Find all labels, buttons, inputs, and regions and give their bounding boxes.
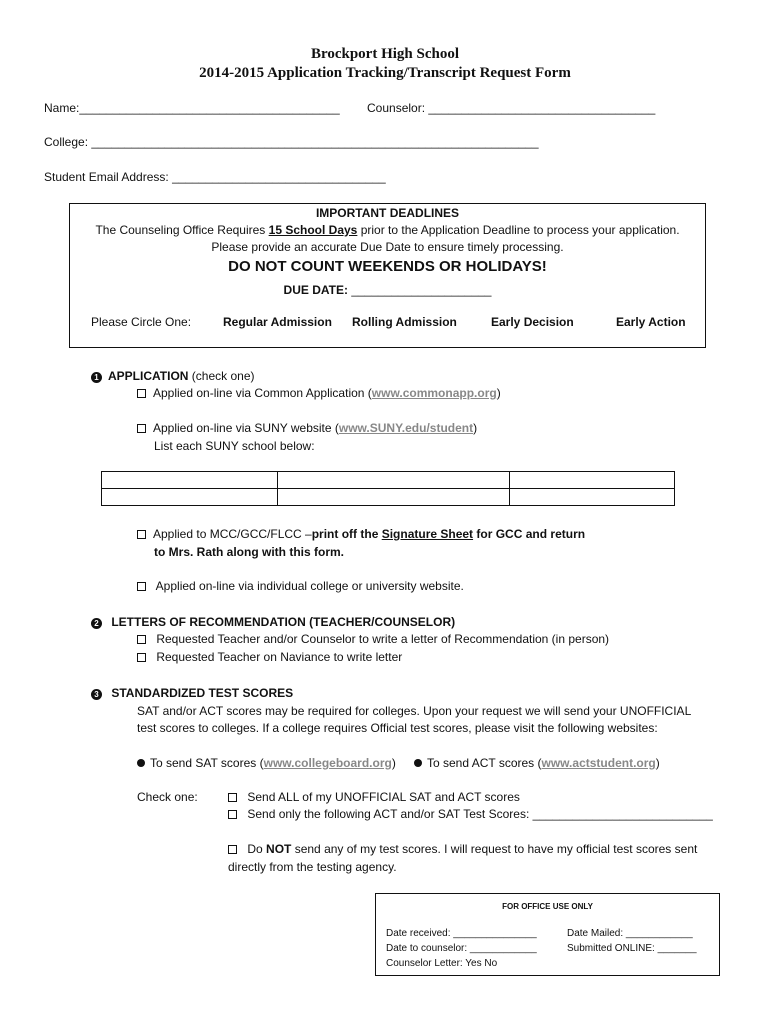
mcc-text: Applied to MCC/GCC/FLCC – bbox=[153, 527, 312, 541]
deadlines-line2: Please provide an accurate Due Date to ensure timely processing. bbox=[211, 240, 564, 254]
common-app-text: Applied on-line via Common Application ( bbox=[153, 386, 372, 400]
sat-close: ) bbox=[391, 756, 396, 770]
office-submitted-online: Submitted ONLINE: _______ bbox=[567, 943, 697, 954]
suny-text: Applied on-line via SUNY website ( bbox=[153, 421, 339, 435]
test-option-only[interactable] bbox=[228, 807, 713, 821]
college-blank[interactable]: ___________________________________________________________________ bbox=[91, 135, 539, 149]
common-app-close: ) bbox=[496, 386, 501, 400]
deadlines-line1-pre: The Counseling Office Requires bbox=[95, 223, 269, 237]
test-option-none-post: send any of my test scores. I will request to have my official test scores sent bbox=[291, 842, 698, 856]
bullet-icon bbox=[137, 759, 145, 767]
name-field[interactable] bbox=[44, 101, 340, 115]
checkbox-icon[interactable] bbox=[228, 810, 237, 819]
counselor-label: Counselor: bbox=[367, 101, 426, 115]
counselor-blank[interactable]: __________________________________ bbox=[428, 101, 656, 115]
number-1-icon: 1 bbox=[91, 372, 102, 383]
number-3-icon: 3 bbox=[91, 689, 102, 700]
individual-text: Applied on-line via individual college or university website. bbox=[155, 579, 464, 593]
mcc-line2: to Mrs. Rath along with this form. bbox=[154, 545, 344, 559]
test-option-only-text: Send only the following ACT and/or SAT Test Scores: ___________________________ bbox=[247, 807, 713, 821]
application-heading-note: (check one) bbox=[188, 369, 255, 383]
checkbox-icon[interactable] bbox=[228, 793, 237, 802]
tests-para-2: test scores to colleges. If a college requires Official test scores, please visit the following websites: bbox=[137, 721, 658, 735]
checkbox-icon[interactable] bbox=[137, 635, 146, 644]
name-label: Name: bbox=[44, 101, 80, 115]
act-text: To send ACT scores ( bbox=[427, 756, 542, 770]
application-heading-label: APPLICATION bbox=[108, 369, 189, 383]
table-row bbox=[102, 489, 675, 506]
option-regular-admission[interactable]: Regular Admission bbox=[223, 315, 332, 329]
circle-label: Please Circle One: bbox=[91, 315, 192, 329]
college-label: College: bbox=[44, 135, 89, 149]
table-cell[interactable] bbox=[510, 472, 675, 489]
individual-option[interactable] bbox=[137, 579, 464, 593]
recommendation-heading bbox=[91, 615, 455, 629]
counselor-field[interactable] bbox=[367, 101, 655, 115]
application-heading bbox=[91, 369, 254, 383]
deadlines-warning: DO NOT COUNT WEEKENDS OR HOLIDAYS! bbox=[228, 258, 547, 275]
test-option-all-text: Send ALL of my UNOFFICIAL SAT and ACT scores bbox=[247, 790, 520, 804]
deadlines-heading: IMPORTANT DEADLINES bbox=[315, 206, 460, 220]
suny-schools-table bbox=[101, 471, 675, 506]
bullet-icon bbox=[414, 759, 422, 767]
office-heading: FOR OFFICE USE ONLY bbox=[502, 902, 593, 911]
actstudent-link[interactable]: www.actstudent.org bbox=[541, 756, 656, 770]
collegeboard-link[interactable]: www.collegeboard.org bbox=[263, 756, 392, 770]
name-blank[interactable]: _______________________________________ bbox=[79, 101, 340, 115]
school-name: Brockport High School bbox=[310, 46, 460, 62]
suny-option[interactable] bbox=[137, 421, 477, 435]
table-cell[interactable] bbox=[278, 472, 510, 489]
option-rolling-admission[interactable]: Rolling Admission bbox=[352, 315, 457, 329]
email-label: Student Email Address: bbox=[44, 170, 169, 184]
school-days: 15 School Days bbox=[268, 223, 358, 237]
test-option-none-line2: directly from the testing agency. bbox=[228, 860, 397, 874]
form-title: 2014-2015 Application Tracking/Transcript Request Form bbox=[199, 65, 571, 81]
suny-list-label: List each SUNY school below: bbox=[154, 439, 315, 453]
test-option-none[interactable] bbox=[228, 842, 697, 856]
email-field[interactable] bbox=[44, 170, 386, 184]
table-cell[interactable] bbox=[278, 489, 510, 506]
tests-heading bbox=[91, 686, 293, 700]
option-early-action[interactable]: Early Action bbox=[616, 315, 686, 329]
common-app-link[interactable]: www.commonapp.org bbox=[371, 386, 497, 400]
option-early-decision[interactable]: Early Decision bbox=[491, 315, 574, 329]
test-option-none-pre: Do bbox=[247, 842, 267, 856]
table-row bbox=[102, 472, 675, 489]
recommendation-option-2[interactable] bbox=[137, 650, 402, 664]
sat-text: To send SAT scores ( bbox=[150, 756, 264, 770]
tests-heading-label: STANDARDIZED TEST SCORES bbox=[111, 686, 294, 700]
checkbox-icon[interactable] bbox=[137, 653, 146, 662]
checkbox-icon[interactable] bbox=[137, 582, 146, 591]
recommendation-option-1[interactable] bbox=[137, 632, 609, 646]
act-link-line bbox=[414, 756, 660, 770]
due-date-label: DUE DATE: bbox=[283, 283, 348, 297]
test-option-none-not: NOT bbox=[266, 842, 292, 856]
signature-sheet-link[interactable]: Signature Sheet bbox=[381, 527, 474, 541]
deadlines-line1-post: prior to the Application Deadline to process your application. bbox=[357, 223, 680, 237]
recommendation-text-2: Requested Teacher on Naviance to write letter bbox=[156, 650, 403, 664]
test-option-all[interactable] bbox=[228, 790, 520, 804]
office-date-received: Date received: _______________ bbox=[386, 928, 537, 939]
office-date-to-counselor: Date to counselor: ____________ bbox=[386, 943, 537, 954]
recommendation-heading-label: LETTERS OF RECOMMENDATION (TEACHER/COUNSELOR) bbox=[111, 615, 456, 629]
suny-link[interactable]: www.SUNY.edu/student bbox=[338, 421, 474, 435]
mcc-option[interactable] bbox=[137, 527, 585, 541]
office-date-mailed: Date Mailed: ____________ bbox=[567, 928, 693, 939]
check-one-label: Check one: bbox=[137, 790, 198, 804]
table-cell[interactable] bbox=[102, 472, 278, 489]
recommendation-text-1: Requested Teacher and/or Counselor to write a letter of Recommendation (in person) bbox=[156, 632, 610, 646]
checkbox-icon[interactable] bbox=[228, 845, 237, 854]
email-blank[interactable]: ________________________________ bbox=[172, 170, 386, 184]
common-app-option[interactable] bbox=[137, 386, 501, 400]
number-2-icon: 2 bbox=[91, 618, 102, 629]
due-date-field[interactable] bbox=[69, 283, 706, 297]
table-cell[interactable] bbox=[510, 489, 675, 506]
checkbox-icon[interactable] bbox=[137, 389, 146, 398]
deadlines-line1 bbox=[69, 223, 706, 237]
suny-close: ) bbox=[473, 421, 478, 435]
due-date-blank[interactable]: _____________________ bbox=[347, 283, 492, 297]
tests-para-1: SAT and/or ACT scores may be required for colleges. Upon your request we will send your UNOFFICIAL bbox=[137, 704, 692, 718]
act-close: ) bbox=[655, 756, 660, 770]
mcc-bold-text: print off the bbox=[311, 527, 382, 541]
table-cell[interactable] bbox=[102, 489, 278, 506]
mcc-bold-text-2: for GCC and return bbox=[473, 527, 586, 541]
checkbox-icon[interactable] bbox=[137, 530, 146, 539]
college-field[interactable] bbox=[44, 135, 539, 149]
office-counselor-letter: Counselor Letter: Yes No bbox=[386, 958, 498, 969]
sat-link-line bbox=[137, 756, 396, 770]
checkbox-icon[interactable] bbox=[137, 424, 146, 433]
